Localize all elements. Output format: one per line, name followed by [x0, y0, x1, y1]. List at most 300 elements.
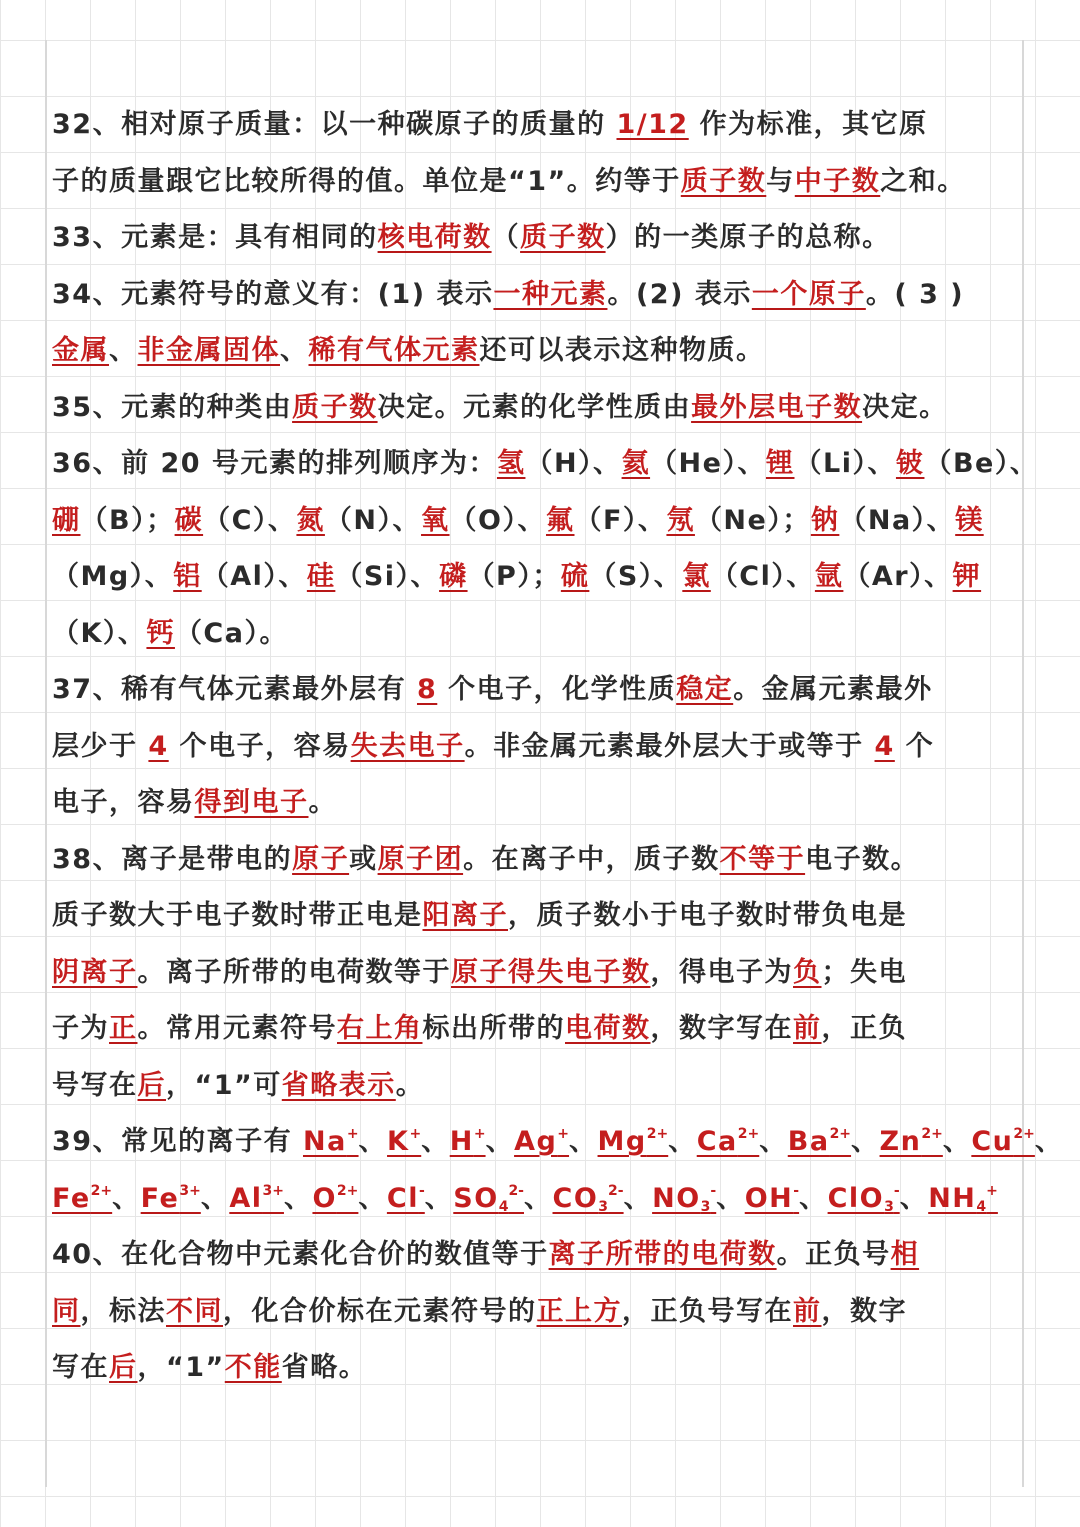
key-term-text: 原子 — [292, 843, 350, 875]
text-segment: 37、稀有气体元素最外层有 — [52, 674, 417, 705]
key-term — [52, 1183, 112, 1214]
text-segment: 。( 3 ) — [865, 278, 965, 310]
superscript: + — [986, 1182, 998, 1199]
text-segment: ，“1”可 — [166, 1069, 282, 1101]
key-term — [52, 505, 81, 536]
key-term-text: 正上方 — [536, 1295, 622, 1327]
superscript: + — [557, 1126, 570, 1142]
text-segment: ，质子数小于电子数时带负电是 — [508, 900, 907, 931]
subscript: 3 — [700, 1198, 711, 1215]
text-line — [52, 1001, 1032, 1058]
key-term-text: ClO — [827, 1182, 885, 1214]
text-segment: 、 — [424, 1182, 454, 1214]
key-term — [598, 1126, 669, 1157]
key-term-text: 得到电子 — [194, 787, 309, 818]
text-segment: （Ca）。 — [174, 617, 288, 649]
text-segment: （B）； — [80, 504, 175, 536]
key-term — [793, 1296, 822, 1327]
superscript: 2- — [608, 1182, 624, 1199]
key-term-text: 氢 — [496, 448, 526, 479]
key-term — [720, 844, 806, 875]
key-term-text: 稳定 — [676, 674, 734, 705]
key-term-text: 同 — [52, 1295, 81, 1327]
text-segment: 子为 — [52, 1013, 109, 1044]
key-term — [971, 1126, 1035, 1157]
text-segment: 、 — [280, 335, 309, 366]
key-term-text: 氯 — [682, 561, 711, 592]
text-segment: 决定。 — [862, 391, 948, 423]
subscript: 4 — [976, 1198, 987, 1215]
key-term — [891, 1239, 920, 1270]
key-term — [138, 1070, 167, 1101]
superscript: + — [409, 1126, 422, 1142]
key-term-text: 右上角 — [337, 1013, 423, 1044]
key-term-text: Fe — [52, 1182, 91, 1214]
key-term-text: 中子数 — [794, 165, 881, 197]
text-segment: 。非金属元素最外层大于或等于 — [464, 730, 875, 762]
key-term-text: 离子所带的电荷数 — [548, 1239, 777, 1270]
text-segment: 33、元素是：具有相同的 — [52, 222, 378, 253]
key-term — [691, 392, 862, 423]
key-term — [811, 505, 840, 536]
superscript: 2- — [508, 1182, 524, 1199]
key-term — [52, 335, 109, 366]
text-line — [52, 1284, 1032, 1341]
key-term — [229, 1183, 284, 1214]
text-segment: ）的一类原子的总称。 — [605, 222, 891, 253]
key-term-text: 负 — [793, 956, 822, 988]
text-segment: （C）、 — [203, 504, 297, 536]
text-segment: 、 — [668, 1126, 697, 1157]
text-line — [52, 945, 1032, 1002]
key-term-text: 阴离子 — [52, 956, 138, 988]
key-term — [928, 1183, 998, 1214]
key-term — [109, 1352, 138, 1383]
text-segment: 、 — [358, 1126, 388, 1157]
text-segment: （Be）、 — [924, 448, 1039, 479]
text-line — [52, 323, 1032, 380]
key-term-text: Na — [302, 1126, 347, 1157]
text-line — [52, 888, 1032, 945]
text-segment: 35、元素的种类由 — [52, 391, 293, 423]
key-term — [561, 561, 590, 592]
text-line — [52, 210, 1032, 267]
text-segment: 、 — [623, 1182, 653, 1214]
key-term — [309, 335, 480, 366]
text-line — [52, 549, 1032, 606]
text-segment: 决定。元素的化学性质由 — [377, 391, 692, 423]
key-term-text: NH — [928, 1182, 977, 1214]
text-segment: 。金属元素最外 — [733, 674, 933, 705]
text-segment: 、 — [109, 335, 138, 366]
text-segment: 、 — [358, 1182, 387, 1214]
key-term-text: 1/12 — [616, 109, 689, 140]
key-term — [697, 1126, 760, 1157]
superscript: 3+ — [179, 1182, 201, 1199]
key-term — [745, 1183, 799, 1214]
text-segment: （N）、 — [324, 504, 422, 536]
key-term — [682, 561, 711, 592]
text-line — [52, 154, 1032, 211]
key-term — [875, 731, 895, 762]
text-line — [52, 662, 1032, 719]
key-term-text: Cl — [386, 1182, 419, 1214]
key-term — [896, 448, 925, 479]
key-term — [387, 1183, 425, 1214]
key-term-text: 后 — [137, 1069, 166, 1101]
text-segment: 。在离子中，质子数 — [463, 843, 720, 875]
key-term — [148, 731, 168, 762]
text-segment: （Li）、 — [794, 448, 896, 479]
text-segment: ，数字 — [821, 1295, 907, 1327]
key-term — [378, 844, 464, 875]
key-term — [828, 1183, 900, 1214]
key-term — [52, 1296, 81, 1327]
key-term — [282, 1070, 396, 1101]
key-term-text: 一种元素 — [493, 278, 608, 310]
key-term — [387, 1126, 421, 1157]
text-segment: （K）、 — [52, 617, 147, 649]
text-segment: （Si）、 — [335, 561, 440, 592]
key-term-text: 前 — [793, 1295, 822, 1327]
key-term-text: 氟 — [545, 504, 575, 536]
superscript: 2+ — [336, 1182, 359, 1199]
text-segment: （He）、 — [650, 448, 766, 479]
text-segment: 个 — [894, 730, 935, 762]
text-segment: 40、在化合物中元素化合价的数值等于 — [52, 1239, 549, 1270]
text-segment: ，“1” — [137, 1352, 225, 1383]
key-term-text: 质子数 — [520, 222, 606, 253]
key-term-text: 钾 — [952, 561, 982, 592]
key-term-text: 氮 — [296, 504, 325, 536]
key-term — [493, 279, 607, 310]
text-line — [52, 436, 1039, 493]
superscript: + — [473, 1126, 486, 1142]
text-segment: 、 — [200, 1182, 230, 1214]
text-line — [52, 267, 1032, 324]
text-line — [52, 97, 1032, 154]
text-segment: 。(2) 表示 — [607, 278, 752, 310]
text-segment: 。离子所带的电荷数等于 — [137, 956, 451, 988]
superscript: - — [793, 1182, 800, 1199]
key-term — [417, 674, 437, 705]
key-term — [292, 392, 378, 423]
key-term-text: 硫 — [560, 561, 590, 592]
text-segment: 与 — [766, 165, 795, 197]
key-term — [307, 561, 336, 592]
key-term — [52, 957, 138, 988]
text-line — [52, 1058, 1032, 1115]
key-term — [520, 222, 606, 253]
text-segment: 39、常见的离子有 — [52, 1126, 303, 1157]
key-term-text: Ba — [787, 1126, 830, 1157]
key-term-text: 8 — [416, 674, 438, 705]
text-segment: ，标法 — [80, 1295, 166, 1327]
subscript: 3 — [884, 1198, 894, 1215]
text-segment: （Al）、 — [201, 561, 307, 592]
superscript: 3+ — [262, 1182, 284, 1199]
key-term — [766, 448, 795, 479]
text-segment: 36、前 20 号元素的排列顺序为： — [52, 448, 497, 479]
text-segment: 。 — [308, 787, 337, 818]
text-line — [52, 380, 1032, 437]
key-term — [337, 1013, 423, 1044]
key-term — [439, 561, 468, 592]
key-term — [676, 674, 733, 705]
key-term — [788, 1126, 851, 1157]
key-term-text: 前 — [793, 1013, 822, 1044]
key-term-text: 核电荷数 — [377, 222, 492, 253]
key-term — [795, 166, 881, 197]
grid-border-left — [45, 40, 47, 1487]
key-term-text: 铝 — [173, 561, 202, 592]
key-term-text: 省略表示 — [281, 1069, 396, 1101]
key-term — [138, 335, 281, 366]
text-segment: 、 — [851, 1126, 880, 1157]
key-term — [622, 448, 651, 479]
key-term-text: 氧 — [421, 504, 450, 536]
key-term-text: Zn — [879, 1126, 922, 1157]
key-term-text: 正 — [109, 1013, 138, 1044]
text-segment: 质子数大于电子数时带正电是 — [52, 900, 423, 931]
key-term — [565, 1013, 651, 1044]
text-segment: （ — [491, 222, 521, 253]
text-segment: （Na）、 — [839, 504, 956, 536]
key-term — [880, 1126, 943, 1157]
key-term-text: 碳 — [174, 504, 204, 536]
text-line — [52, 1171, 1032, 1228]
key-term-text: 镁 — [955, 504, 984, 536]
key-term — [450, 1126, 486, 1157]
key-term — [616, 109, 688, 140]
text-line — [52, 719, 1032, 776]
text-segment: 、 — [899, 1182, 929, 1214]
key-term-text: 氩 — [814, 561, 844, 592]
key-term-text: 原子得失电子数 — [451, 956, 651, 988]
text-segment: ，化合价标在元素符号的 — [223, 1295, 537, 1327]
key-term — [195, 787, 309, 818]
text-line — [52, 493, 1032, 550]
key-term-text: 后 — [109, 1352, 138, 1383]
text-segment: 、 — [421, 1126, 450, 1157]
text-segment: （Cl）、 — [710, 561, 815, 592]
key-term-text: 阳离子 — [422, 900, 508, 931]
key-term — [312, 1183, 358, 1214]
key-term-text: 硼 — [52, 504, 81, 536]
text-segment: ，正负 — [821, 1013, 907, 1044]
key-term-text: OH — [744, 1182, 794, 1214]
key-term — [421, 505, 450, 536]
superscript: 2+ — [646, 1126, 669, 1142]
key-term-text: 4 — [874, 730, 895, 762]
key-term — [296, 505, 325, 536]
key-term — [955, 505, 984, 536]
superscript: + — [346, 1126, 359, 1142]
superscript: 2+ — [1013, 1126, 1035, 1142]
key-term-text: Fe — [140, 1182, 180, 1214]
subscript: 4 — [498, 1198, 509, 1215]
key-term-text: CO — [552, 1182, 599, 1214]
superscript: - — [710, 1182, 717, 1199]
key-term-text: 质子数 — [680, 165, 767, 197]
key-term-text: 非金属固体 — [137, 335, 280, 366]
text-segment: 。正负号 — [776, 1239, 891, 1270]
text-segment: 个电子，化学性质 — [437, 674, 677, 705]
text-segment: 、 — [759, 1126, 788, 1157]
key-term-text: H — [449, 1126, 474, 1157]
superscript: 2+ — [829, 1126, 852, 1142]
text-segment: （S）、 — [589, 561, 683, 592]
key-term — [497, 448, 526, 479]
text-segment: 34、元素符号的意义有：(1) 表示 — [52, 278, 494, 310]
key-term — [549, 1239, 777, 1270]
text-segment: 、 — [283, 1182, 313, 1214]
text-segment: （Mg）、 — [52, 561, 174, 592]
key-term-text: Cu — [971, 1126, 1014, 1157]
key-term — [953, 561, 982, 592]
text-line — [52, 832, 1032, 889]
key-term-text: 不等于 — [719, 843, 806, 875]
key-term — [815, 561, 844, 592]
text-segment: （F）、 — [574, 504, 667, 536]
text-segment: （Ne）； — [694, 504, 811, 536]
text-line — [52, 775, 1032, 832]
key-term — [141, 1183, 201, 1214]
key-term-text: O — [312, 1182, 337, 1214]
key-term-text: 4 — [148, 730, 169, 762]
text-segment: 个电子，容易 — [168, 730, 351, 762]
key-term — [292, 844, 349, 875]
key-term — [303, 1126, 359, 1157]
text-segment: 电子，容易 — [52, 787, 195, 818]
text-segment: 、 — [485, 1126, 515, 1157]
text-segment: 、 — [524, 1182, 553, 1214]
text-segment: 32、相对原子质量：以一种碳原子的质量的 — [52, 109, 617, 140]
key-term — [681, 166, 767, 197]
key-term-text: 金属 — [52, 335, 109, 366]
text-line — [52, 1114, 1064, 1171]
chemistry-notes — [52, 97, 1064, 1397]
text-segment: ，数字写在 — [650, 1013, 793, 1044]
text-segment: 写在 — [52, 1352, 109, 1383]
key-term — [666, 505, 695, 536]
key-term-text: NO — [652, 1182, 701, 1214]
key-term-text: Ag — [514, 1126, 558, 1157]
text-segment: 、 — [1034, 1126, 1064, 1157]
text-segment: 省略。 — [281, 1352, 368, 1383]
text-segment: 、 — [569, 1126, 598, 1157]
text-segment: 层少于 — [52, 730, 149, 762]
key-term-text: 不同 — [166, 1295, 223, 1327]
text-segment: 还可以表示这种物质。 — [479, 335, 765, 366]
text-line — [52, 606, 1032, 663]
key-term-text: 相 — [890, 1239, 920, 1270]
key-term-text: 硅 — [306, 561, 336, 592]
key-term — [537, 1296, 623, 1327]
subscript: 3 — [598, 1198, 609, 1215]
key-term — [553, 1183, 624, 1214]
key-term-text: 铍 — [895, 448, 925, 479]
text-segment: 、 — [112, 1182, 141, 1214]
key-term — [793, 1013, 822, 1044]
text-segment: （Ar）、 — [843, 561, 953, 592]
text-line — [52, 1227, 1032, 1284]
key-term-text: 氖 — [666, 504, 695, 536]
key-term-text: 最外层电子数 — [691, 391, 863, 423]
key-term — [175, 505, 204, 536]
key-term-text: 稀有气体元素 — [308, 335, 480, 366]
key-term-text: Ca — [696, 1126, 738, 1157]
key-term — [351, 731, 465, 762]
key-term — [146, 618, 175, 649]
text-segment: 电子数。 — [805, 843, 920, 875]
key-term — [451, 957, 651, 988]
key-term — [514, 1126, 569, 1157]
text-segment: 、 — [716, 1182, 745, 1214]
text-segment: 、 — [799, 1182, 828, 1214]
key-term-text: 锂 — [765, 448, 795, 479]
key-term — [225, 1352, 282, 1383]
text-segment: 之和。 — [880, 165, 966, 197]
text-segment: 子的质量跟它比较所得的值。单位是“1”。约等于 — [52, 165, 681, 197]
key-term — [109, 1013, 138, 1044]
key-term-text: 钠 — [810, 504, 840, 536]
text-segment: 38、离子是带电的 — [52, 843, 293, 875]
text-segment: ，得电子为 — [650, 956, 793, 988]
key-term-text: 失去电子 — [350, 730, 465, 762]
key-term — [453, 1183, 524, 1214]
key-term-text: 一个原子 — [751, 278, 866, 310]
superscript: - — [418, 1182, 425, 1199]
text-segment: 、 — [942, 1126, 972, 1157]
text-segment: 号写在 — [52, 1069, 138, 1101]
key-term — [546, 505, 575, 536]
superscript: - — [893, 1182, 900, 1199]
key-term-text: K — [387, 1126, 410, 1157]
key-term — [793, 957, 822, 988]
key-term-text: 不能 — [224, 1352, 282, 1383]
key-term-text: 氦 — [621, 448, 651, 479]
text-segment: 或 — [349, 843, 378, 875]
key-term-text: 电荷数 — [565, 1013, 651, 1044]
text-segment: 标出所带的 — [422, 1013, 565, 1044]
key-term — [423, 900, 509, 931]
text-segment: （P）； — [467, 561, 561, 592]
text-segment: 。 — [395, 1069, 425, 1101]
key-term-text: Mg — [597, 1126, 647, 1157]
superscript: 2+ — [737, 1126, 760, 1142]
text-segment: （O）、 — [449, 504, 546, 536]
key-term-text: Al — [229, 1182, 263, 1214]
key-term — [752, 279, 866, 310]
key-term — [173, 561, 202, 592]
text-segment: ，正负号写在 — [622, 1295, 793, 1327]
text-segment: （H）、 — [525, 448, 622, 479]
key-term — [378, 222, 492, 253]
key-term-text: SO — [453, 1182, 499, 1214]
key-term-text: 质子数 — [292, 391, 378, 423]
key-term-text: 原子团 — [377, 843, 464, 875]
key-term-text: 钙 — [146, 617, 175, 649]
key-term — [652, 1183, 716, 1214]
superscript: 2+ — [921, 1126, 943, 1142]
superscript: 2+ — [90, 1182, 113, 1199]
key-term-text: 磷 — [439, 561, 468, 592]
text-segment: 。常用元素符号 — [137, 1013, 337, 1044]
text-segment: ；失电 — [821, 956, 907, 988]
text-segment: 作为标准，其它原 — [688, 109, 928, 140]
text-line — [52, 1340, 1032, 1397]
